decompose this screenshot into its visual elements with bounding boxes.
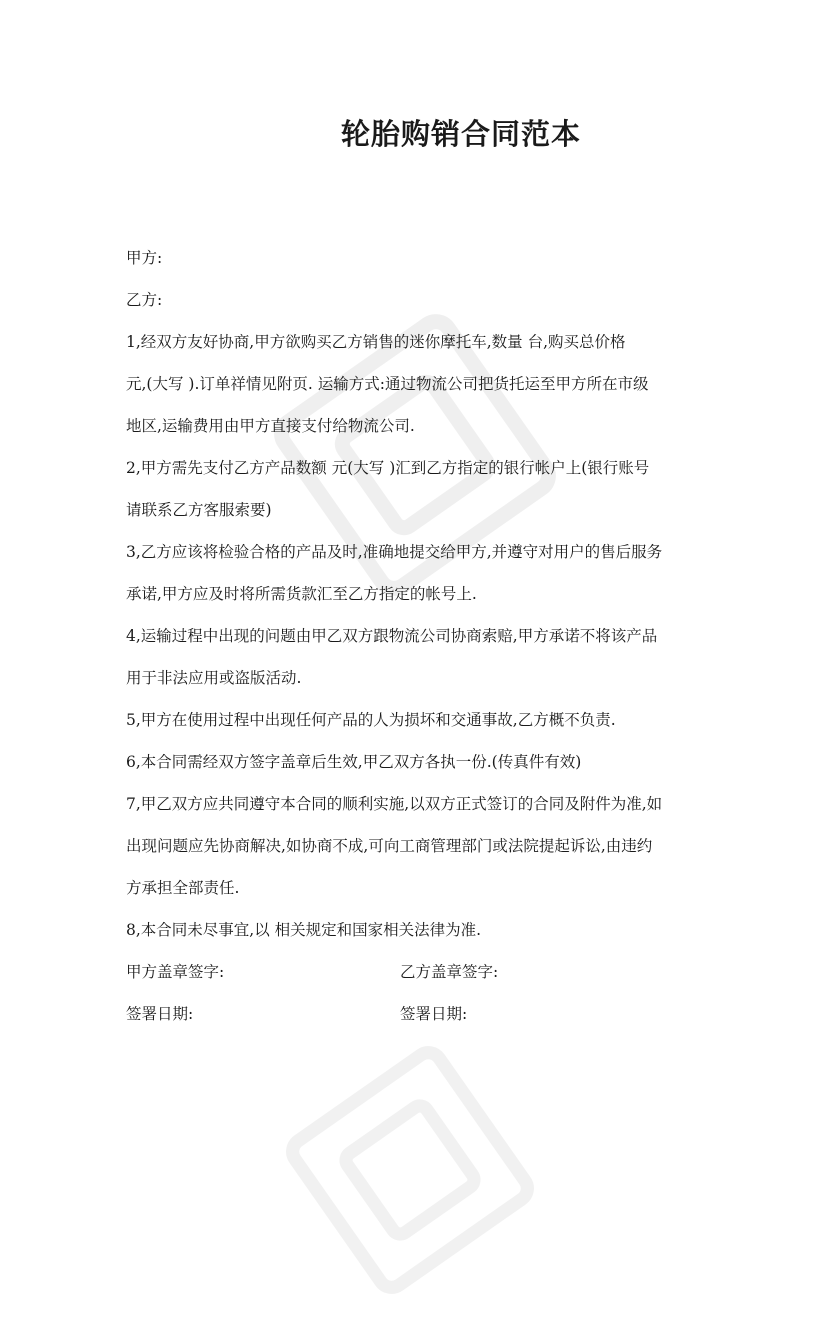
clause-line: 8,本合同未尽事宜,以 相关规定和国家相关法律为准.: [126, 921, 482, 939]
clause-7: [126, 783, 716, 909]
clause-line: 请联系乙方客服索要): [126, 501, 272, 519]
document-title: 轮胎购销合同范本: [340, 117, 581, 151]
clause-2: [126, 447, 716, 531]
clause-3: [126, 531, 716, 615]
date-row: [126, 993, 716, 1035]
clause-5: [126, 699, 716, 741]
clause-line: 地区,运输费用由甲方直接支付给物流公司.: [126, 417, 415, 435]
party-a-seal-label: 甲方盖章签字:: [126, 963, 225, 981]
clause-line: 5,甲方在使用过程中出现任何产品的人为损坏和交通事故,乙方概不负责.: [126, 711, 616, 729]
clause-line: 方承担全部责任.: [126, 879, 240, 897]
clause-line: 3,乙方应该将检验合格的产品及时,准确地提交给甲方,并遵守对用户的售后服务: [126, 543, 663, 561]
party-a-label: 甲方:: [126, 249, 163, 267]
clause-line: 元,(大写 ).订单祥情见附页. 运输方式:通过物流公司把货托运至甲方所在市级: [126, 375, 649, 393]
clause-line: 用于非法应用或盗版活动.: [126, 669, 302, 687]
party-b-label: 乙方:: [126, 291, 163, 309]
clause-line: 7,甲乙双方应共同遵守本合同的顺利实施,以双方正式签订的合同及附件为准,如: [126, 795, 663, 813]
clause-line: 6,本合同需经双方签字盖章后生效,甲乙双方各执一份.(传真件有效): [126, 753, 582, 771]
watermark-logo-bottom: [257, 1017, 563, 1323]
party-b-seal-label: 乙方盖章签字:: [400, 963, 499, 981]
clause-line: 4,运输过程中出现的问题由甲乙双方跟物流公司协商索赔,甲方承诺不将该产品: [126, 627, 658, 645]
clause-line: 承诺,甲方应及时将所需货款汇至乙方指定的帐号上.: [126, 585, 477, 603]
clause-6: [126, 741, 716, 783]
signature-row: [126, 951, 716, 993]
clause-4: [126, 615, 716, 699]
party-a-date-label: 签署日期:: [126, 1005, 194, 1023]
clause-8: [126, 909, 716, 951]
party-b-date-label: 签署日期:: [400, 1005, 468, 1023]
clause-line: 2,甲方需先支付乙方产品数额 元(大写 )汇到乙方指定的银行帐户上(银行账号: [126, 459, 650, 477]
clause-1: [126, 321, 716, 447]
clause-line: 1,经双方友好协商,甲方欲购买乙方销售的迷你摩托车,数量 台,购买总价格: [126, 333, 626, 351]
document-body: [126, 237, 716, 1035]
clause-line: 出现问题应先协商解决,如协商不成,可向工商管理部门或法院提起诉讼,由违约: [126, 837, 653, 855]
